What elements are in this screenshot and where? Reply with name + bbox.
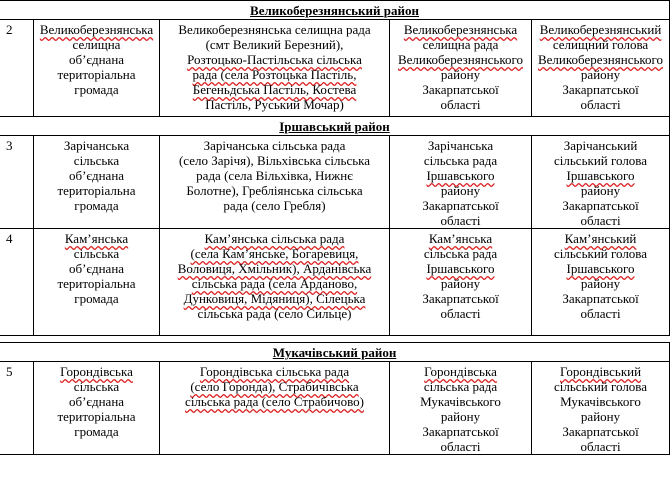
community-line: об’єднана bbox=[68, 394, 125, 409]
center-line: Великоберезнянська bbox=[403, 22, 518, 37]
table-row bbox=[0, 136, 670, 229]
head-line: Горондівський bbox=[560, 364, 642, 379]
center-line: Закарпатської bbox=[422, 82, 499, 97]
community-line: громада bbox=[74, 82, 119, 97]
table-row bbox=[0, 20, 670, 117]
spacer-cell bbox=[0, 336, 670, 343]
community-line: об’єднана bbox=[68, 261, 125, 276]
center-line: району bbox=[440, 183, 481, 198]
head-line: району bbox=[580, 183, 621, 198]
center-line: Закарпатської bbox=[422, 291, 499, 306]
head-line: Закарпатської bbox=[562, 198, 639, 213]
center-line: Горондівська bbox=[424, 364, 497, 379]
councils-line: Кам’янська сільська рада bbox=[204, 231, 345, 246]
head-line: Великоберезнянського bbox=[537, 52, 664, 67]
row-number: 4 bbox=[0, 229, 34, 336]
district-header-row bbox=[0, 1, 670, 20]
community-line: Кам’янська bbox=[64, 231, 129, 246]
head-cell bbox=[532, 20, 670, 117]
admin-center-cell bbox=[390, 136, 532, 229]
councils-line: Великоберезнянська селищна рада bbox=[178, 22, 371, 37]
councils-line: Зарічанська сільська рада bbox=[203, 138, 346, 153]
community-cell bbox=[34, 136, 160, 229]
row-number: 2 bbox=[0, 20, 34, 117]
councils-cell bbox=[160, 136, 390, 229]
councils-cell bbox=[160, 362, 390, 455]
admin-center-cell bbox=[390, 229, 532, 336]
center-line: Іршавського bbox=[426, 261, 495, 276]
community-line: сільська bbox=[73, 379, 120, 394]
councils-cell bbox=[160, 20, 390, 117]
center-line: області bbox=[440, 97, 481, 112]
councils-cell bbox=[160, 229, 390, 336]
center-line: сільська рада bbox=[423, 246, 498, 261]
admin-center-cell bbox=[390, 20, 532, 117]
center-line: сільська рада bbox=[423, 153, 498, 168]
community-line: громада bbox=[74, 424, 119, 439]
head-line: області bbox=[580, 213, 621, 228]
head-line: району bbox=[580, 67, 621, 82]
head-line: району bbox=[580, 409, 621, 424]
center-line: області bbox=[440, 213, 481, 228]
head-line: Кам’янський bbox=[564, 231, 637, 246]
head-line: Іршавського bbox=[566, 261, 635, 276]
table-row bbox=[0, 229, 670, 336]
councils-line: Воловиця, Хмільник), Арданівська bbox=[177, 261, 372, 276]
community-line: громада bbox=[74, 198, 119, 213]
councils-line: Дунковиця, Мідяниця), Сілецька bbox=[183, 291, 366, 306]
head-line: Закарпатської bbox=[562, 424, 639, 439]
center-line: Зарічанська bbox=[427, 138, 494, 153]
row-number: 3 bbox=[0, 136, 34, 229]
head-line: Мукачівського bbox=[560, 394, 641, 409]
center-line: Кам’янська bbox=[428, 231, 493, 246]
district-heading: Мукачівський район bbox=[0, 343, 670, 362]
head-line: області bbox=[580, 97, 621, 112]
center-line: Закарпатської bbox=[422, 198, 499, 213]
community-line: територіальна bbox=[57, 67, 136, 82]
councils-line: рада (село Гребля) bbox=[223, 198, 326, 213]
center-line: Великоберезнянського bbox=[397, 52, 524, 67]
center-line: селищна рада bbox=[422, 37, 499, 52]
councils-line: Бегеньдська Пастіль, Костева bbox=[192, 82, 357, 97]
head-line: Зарічанський bbox=[563, 138, 638, 153]
center-line: Закарпатської bbox=[422, 424, 499, 439]
center-line: району bbox=[440, 409, 481, 424]
head-line: Закарпатської bbox=[562, 291, 639, 306]
councils-line: (села Кам’янське, Богаревиця, bbox=[190, 246, 359, 261]
councils-line: (село Горонда), Страбичівська bbox=[190, 379, 359, 394]
center-line: Мукачівського bbox=[420, 394, 501, 409]
community-line: об’єднана bbox=[68, 52, 125, 67]
head-line: Іршавського bbox=[566, 168, 635, 183]
community-line: територіальна bbox=[57, 183, 136, 198]
councils-line: сільська рада (села Арданово, bbox=[191, 276, 358, 291]
head-line: Великоберезнянський bbox=[539, 22, 662, 37]
community-line: Горондівська bbox=[60, 364, 133, 379]
head-line: області bbox=[580, 306, 621, 321]
councils-line: Горондівська сільська рада bbox=[199, 364, 350, 379]
district-header-row bbox=[0, 117, 670, 136]
head-line: сільський голова bbox=[554, 153, 648, 168]
center-line: району bbox=[440, 276, 481, 291]
head-line: сільський голова bbox=[554, 246, 648, 261]
community-line: Великоберезнянська bbox=[39, 22, 154, 37]
center-line: області bbox=[440, 306, 481, 321]
councils-line: (смт Великий Березний), bbox=[205, 37, 344, 52]
community-line: сільська bbox=[73, 153, 120, 168]
head-line: району bbox=[580, 276, 621, 291]
district-heading: Великоберезнянський район bbox=[0, 1, 670, 20]
community-cell bbox=[34, 20, 160, 117]
councils-line: сільська рада (село Сильце) bbox=[197, 306, 352, 321]
councils-line: рада (села Вільхівка, Нижнє bbox=[196, 168, 353, 183]
community-cell bbox=[34, 229, 160, 336]
councils-line: (село Зарічя), Вільхівська сільська bbox=[178, 153, 371, 168]
row-number: 5 bbox=[0, 362, 34, 455]
table-row bbox=[0, 362, 670, 455]
head-line: області bbox=[580, 439, 621, 454]
councils-line: Болотне), Гребліянська сільська bbox=[186, 183, 363, 198]
center-line: сільська рада bbox=[423, 379, 498, 394]
community-line: громада bbox=[74, 291, 119, 306]
head-line: селищний голова bbox=[552, 37, 649, 52]
councils-line: рада (села Розтоцька Пастіль, bbox=[192, 67, 357, 82]
community-line: територіальна bbox=[57, 409, 136, 424]
head-cell bbox=[532, 229, 670, 336]
community-line: сільська bbox=[73, 246, 120, 261]
head-line: сільський голова bbox=[554, 379, 648, 394]
center-line: області bbox=[440, 439, 481, 454]
community-line: Зарічанська bbox=[63, 138, 130, 153]
head-cell bbox=[532, 362, 670, 455]
center-line: району bbox=[440, 67, 481, 82]
center-line: Іршавського bbox=[426, 168, 495, 183]
spacer-row bbox=[0, 336, 670, 343]
community-cell bbox=[34, 362, 160, 455]
councils-line: сільська рада (село Страбичово) bbox=[185, 394, 364, 409]
admin-center-cell bbox=[390, 362, 532, 455]
community-line: селищна bbox=[72, 37, 121, 52]
head-cell bbox=[532, 136, 670, 229]
district-heading: Іршавський район bbox=[0, 117, 670, 136]
councils-line: Розтоцько-Пастільська сільська bbox=[187, 52, 362, 67]
district-header-row bbox=[0, 343, 670, 362]
community-line: територіальна bbox=[57, 276, 136, 291]
councils-line: Пастіль, Руський Мочар) bbox=[205, 97, 344, 112]
head-line: Закарпатської bbox=[562, 82, 639, 97]
community-line: об’єднана bbox=[68, 168, 125, 183]
